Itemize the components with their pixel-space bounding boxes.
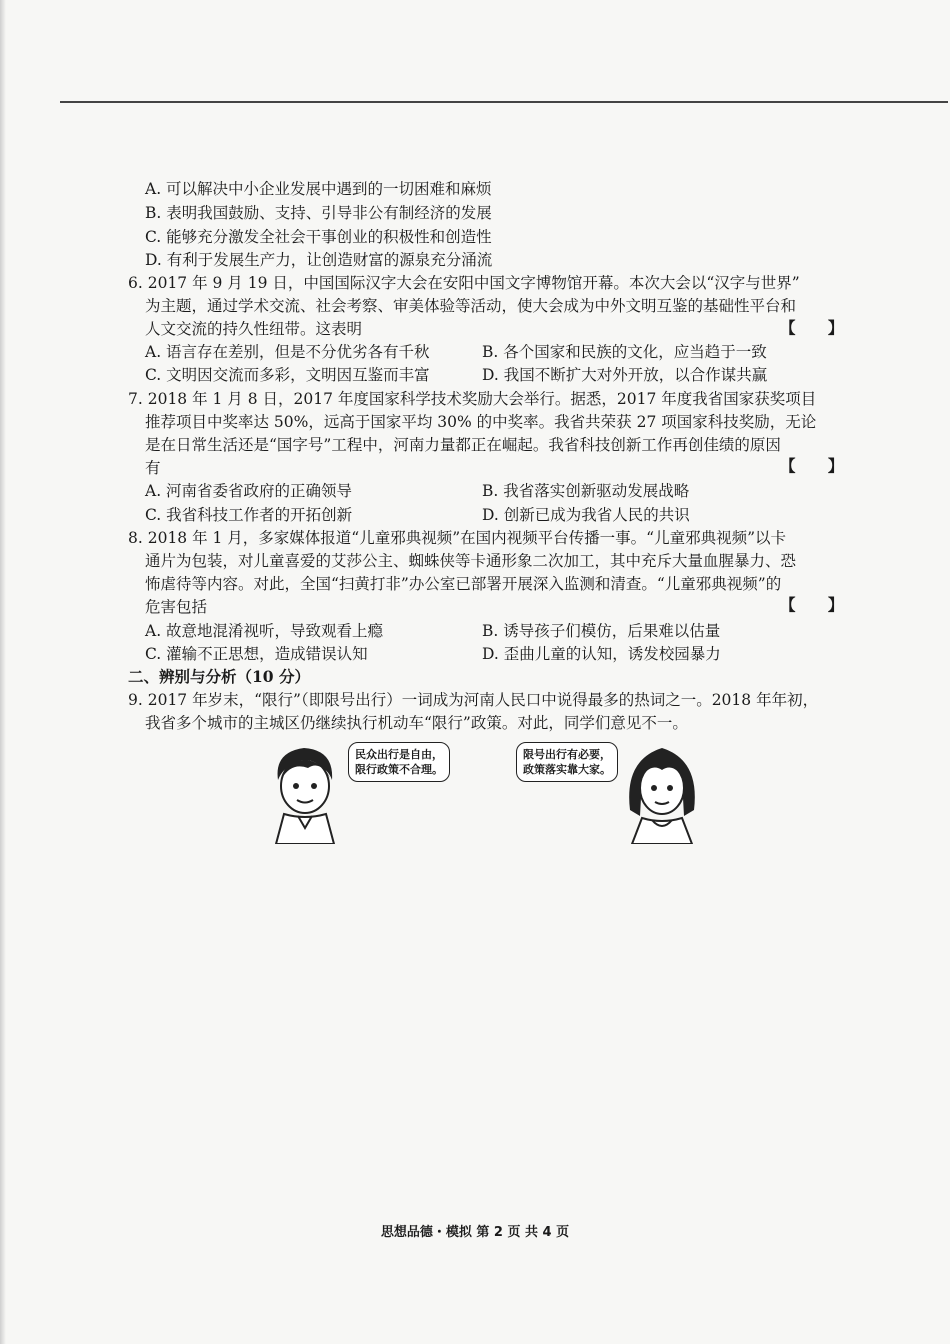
- q9-stem-line-1: 9. 2017 年岁末，“限行”（即限号出行）一词成为河南人民口中说得最多的热词之一。2018 年年初，: [128, 691, 819, 709]
- q5-option-c: C. 能够充分激发全社会干事创业的积极性和创造性: [145, 228, 492, 246]
- q7-option-d: D. 创新已成为我省人民的共识: [482, 506, 690, 524]
- q8-stem-line-3: 怖虐待等内容。对此，全国“扫黄打非”办公室已部署开展深入监测和清查。“儿童邪典视频”的: [145, 575, 782, 593]
- q6-stem-line-3: 人文交流的持久性纽带。这表明: [145, 320, 363, 338]
- q8-stem-line-2: 通片为包装，对儿童喜爱的艾莎公主、蜘蛛侠等卡通形象二次加工，其中充斥大量血腥暴力、恐: [145, 552, 797, 570]
- girl-speech-bubble: [516, 742, 618, 782]
- q8-option-a: A. 故意地混淆视听，导致观看上瘾: [145, 622, 384, 640]
- q7-option-c: C. 我省科技工作者的开拓创新: [145, 506, 353, 524]
- q6-option-a: A. 语言存在差别，但是不分优劣各有千秋: [145, 343, 430, 361]
- q7-option-a: A. 河南省委省政府的正确领导: [145, 482, 353, 500]
- boy-speech-line-2: 限行政策不合理。: [355, 763, 443, 776]
- q7-answer-bracket: 【 】: [780, 456, 844, 475]
- girl-cartoon-figure: [622, 740, 702, 844]
- q9-stem-line-2: 我省多个城市的主城区仍继续执行机动车“限行”政策。对此，同学们意见不一。: [145, 714, 688, 732]
- q7-option-b: B. 我省落实创新驱动发展战略: [482, 482, 690, 500]
- scan-edge: [0, 0, 6, 1344]
- q7-stem-line-4: 有: [145, 459, 161, 477]
- q6-answer-bracket: 【 】: [780, 318, 844, 337]
- q8-option-b: B. 诱导孩子们模仿，后果难以估量: [482, 622, 721, 640]
- q6-option-d: D. 我国不断扩大对外开放，以合作谋共赢: [482, 366, 768, 384]
- q8-option-c: C. 灌输不正思想，造成错误认知: [145, 645, 368, 663]
- q5-option-b: B. 表明我国鼓励、支持、引导非公有制经济的发展: [145, 204, 492, 222]
- q7-stem-line-2: 推荐项目中奖率达 50%，远高于国家平均 30% 的中奖率。我省共荣获 27 项国家科技奖励，无论: [145, 413, 817, 431]
- q6-option-c: C. 文明因交流而多彩，文明因互鉴而丰富: [145, 366, 430, 384]
- q8-answer-bracket: 【 】: [780, 595, 844, 614]
- boy-speech-bubble: [348, 742, 450, 782]
- q8-stem-line-4: 危害包括: [145, 598, 208, 616]
- q7-stem-line-1: 7. 2018 年 1 月 8 日，2017 年度国家科学技术奖励大会举行。据悉，2017 年度我省国家获奖项目: [128, 390, 817, 408]
- page-footer: 思想品德・模拟 第 2 页 共 4 页: [380, 1225, 570, 1240]
- q6-option-b: B. 各个国家和民族的文化，应当趋于一致: [482, 343, 767, 361]
- q7-stem-line-3: 是在日常生活还是“国字号”工程中，河南力量都正在崛起。我省科技创新工作再创佳绩的原因: [145, 436, 781, 454]
- girl-speech-line-1: 限号出行有必要，: [523, 748, 611, 761]
- section-2-title: 二、辨别与分析（10 分）: [128, 667, 310, 686]
- q6-stem-line-2: 为主题，通过学术交流、社会考察、审美体验等活动，使大会成为中外文明互鉴的基础性平台和: [145, 297, 797, 315]
- boy-speech-line-1: 民众出行是自由，: [355, 748, 443, 761]
- girl-speech-line-2: 政策落实靠大家。: [523, 763, 611, 776]
- boy-cartoon-figure: [268, 742, 343, 844]
- q8-option-d: D. 歪曲儿童的认知，诱发校园暴力: [482, 645, 721, 663]
- q6-stem-line-1: 6. 2017 年 9 月 19 日，中国国际汉字大会在安阳中国文字博物馆开幕。本次大会以“汉字与世界”: [128, 274, 800, 292]
- header-rule: [60, 101, 948, 103]
- q5-option-d: D. 有利于发展生产力，让创造财富的源泉充分涌流: [145, 251, 493, 269]
- q5-option-a: A. 可以解决中小企业发展中遇到的一切困难和麻烦: [145, 180, 492, 198]
- q8-stem-line-1: 8. 2018 年 1 月，多家媒体报道“儿童邪典视频”在国内视频平台传播一事。“儿童邪典视频”以卡: [128, 529, 787, 547]
